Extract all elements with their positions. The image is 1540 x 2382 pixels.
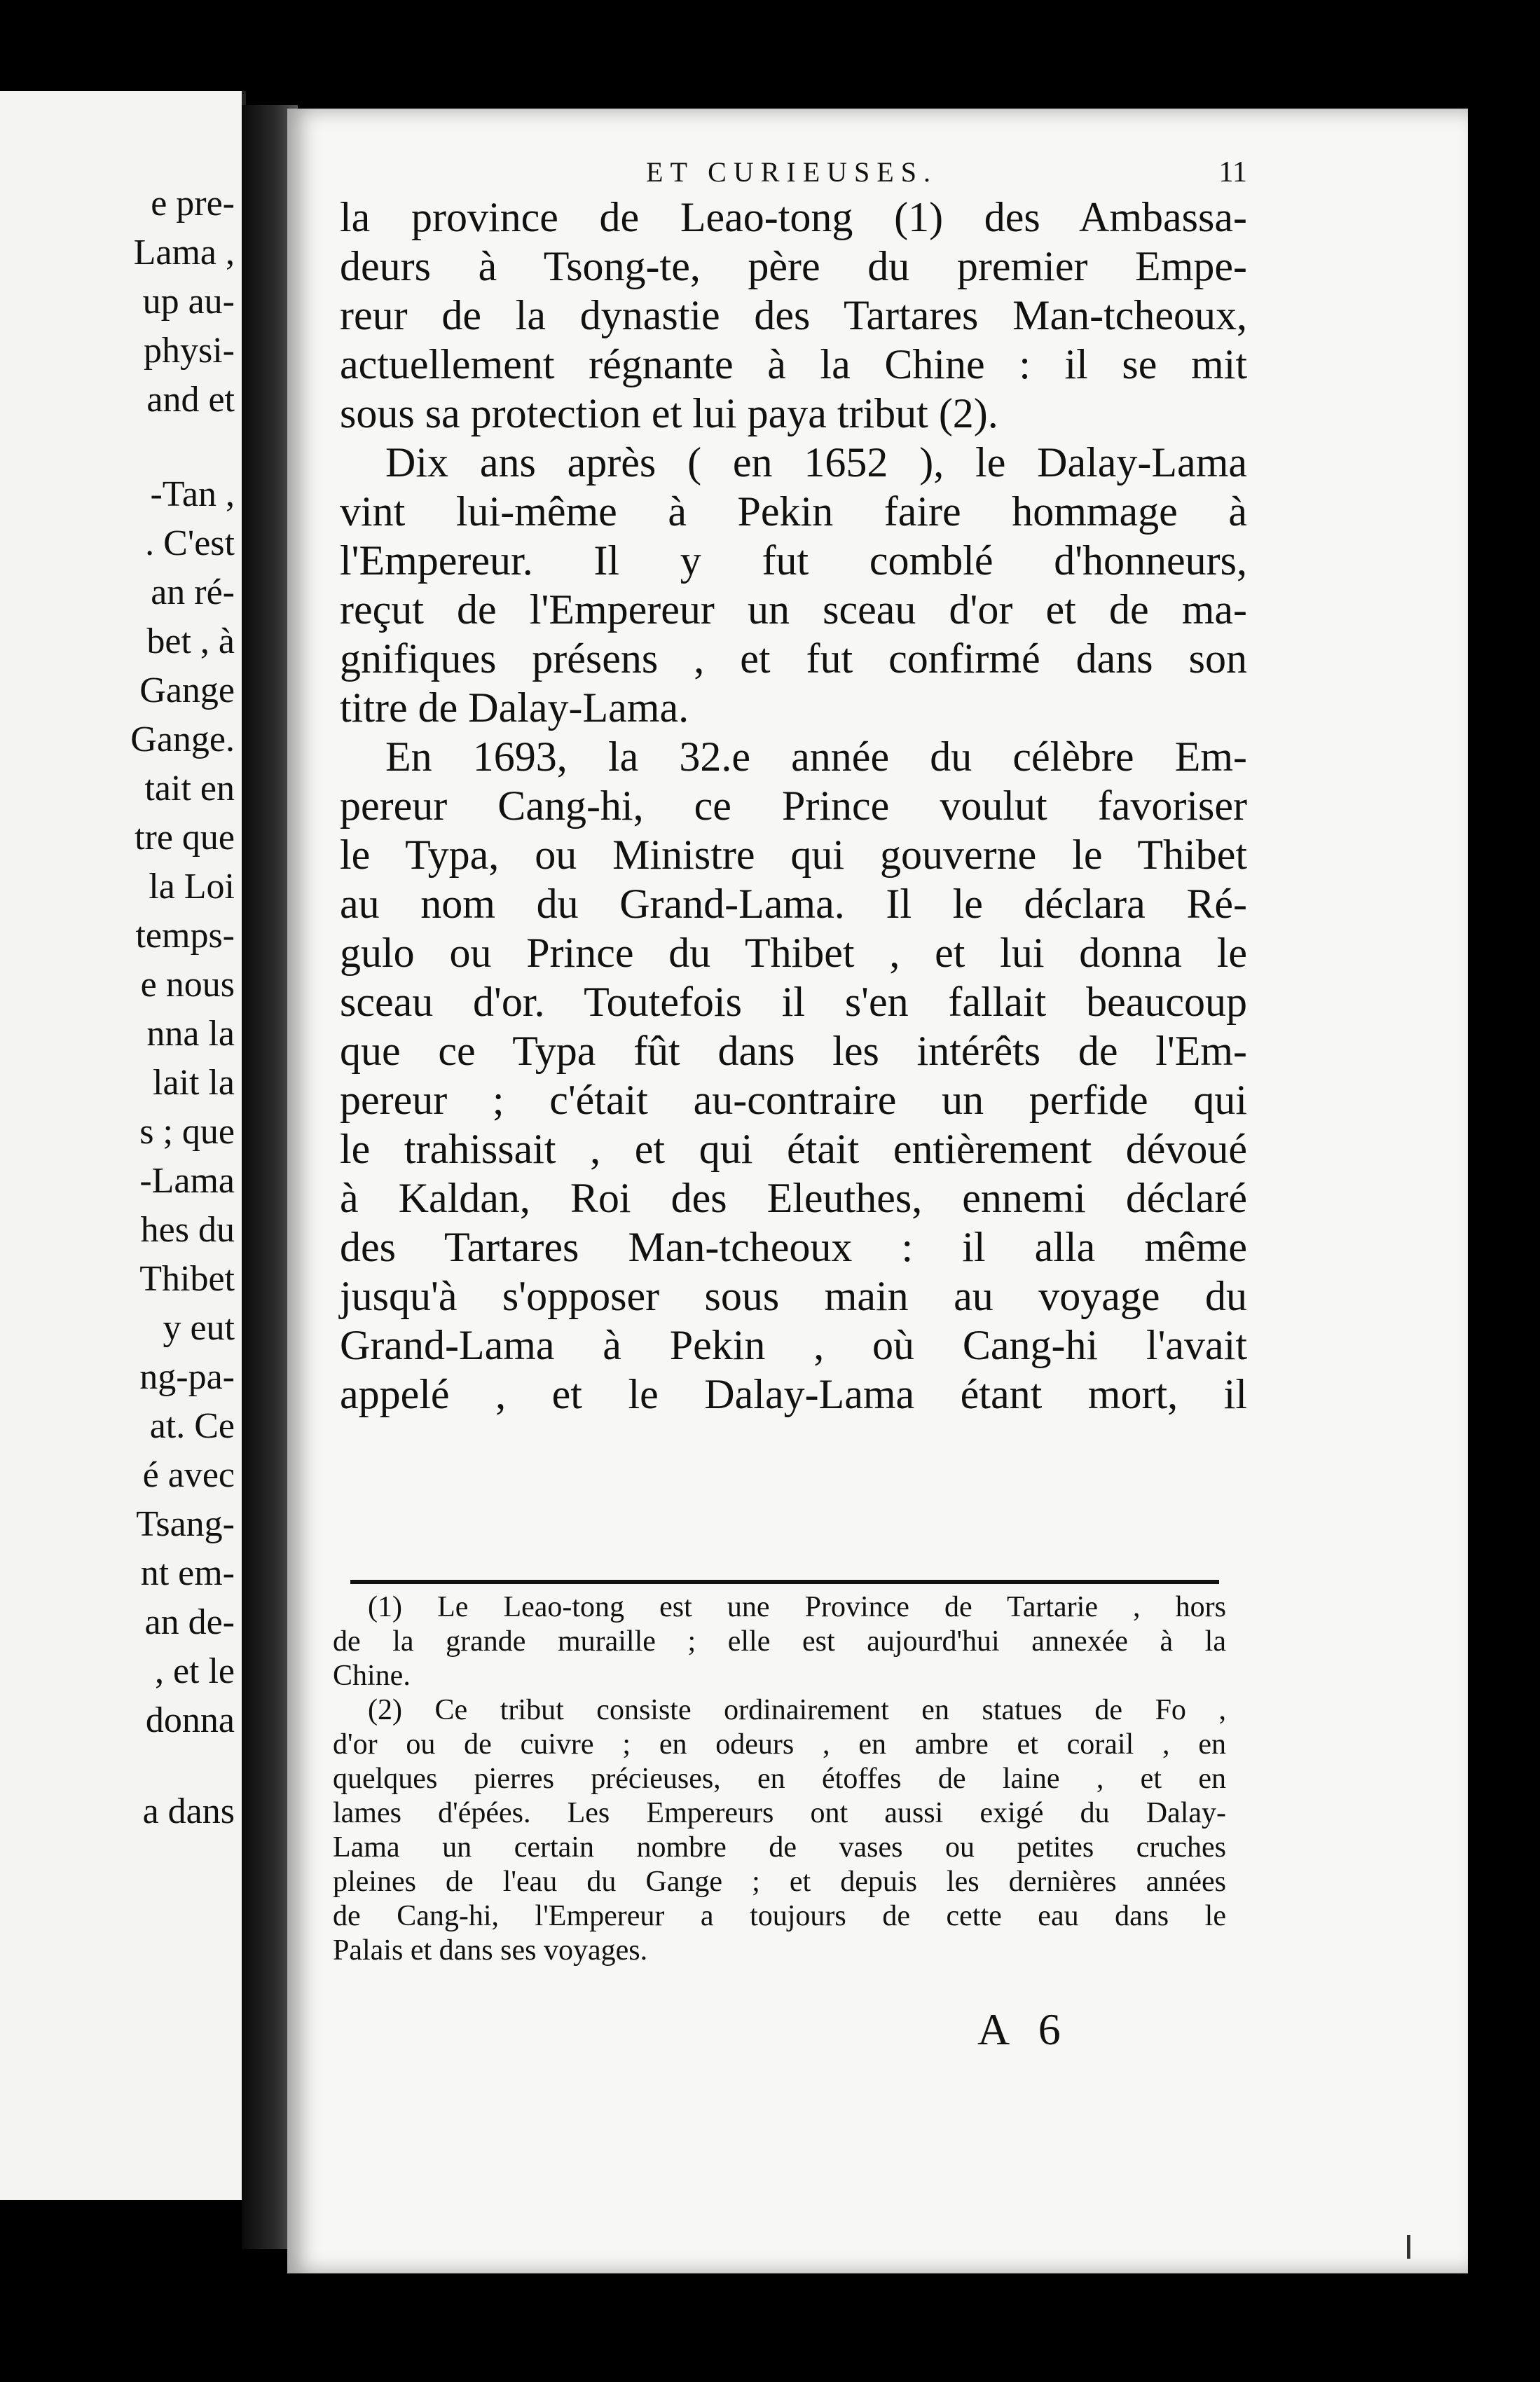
left-page-line: donna xyxy=(145,1700,235,1740)
left-page-line: , et le xyxy=(154,1651,235,1691)
body-line: à Kaldan, Roi des Eleuthes, ennemi déclaré xyxy=(340,1175,1247,1221)
body-line: vint lui-même à Pekin faire hommage à xyxy=(340,488,1247,535)
body-line: pereur ; c'était au-contraire un perfide qui xyxy=(340,1077,1247,1123)
footnotes xyxy=(333,1590,1226,1968)
left-page-line: physi- xyxy=(144,331,235,371)
body-line: gulo ou Prince du Thibet , et lui donna le xyxy=(340,930,1247,976)
left-page-line: and et xyxy=(146,380,235,420)
body-line: titre de Dalay-Lama. xyxy=(340,684,689,731)
left-page-line: -Tan , xyxy=(150,474,235,514)
body-line: le Typa, ou Ministre qui gouverne le Thibet xyxy=(340,832,1247,878)
left-page-line: tait en xyxy=(144,769,235,808)
body-line: deurs à Tsong-te, père du premier Empe- xyxy=(340,243,1247,289)
left-page-line: at. Ce xyxy=(149,1406,235,1446)
footnote-line: de Cang-hi, l'Empereur a toujours de cette eau dans le xyxy=(333,1900,1226,1932)
left-page-line: Gange xyxy=(139,670,235,710)
footnote-line: pleines de l'eau du Gange ; et depuis les dernières années xyxy=(333,1866,1226,1898)
body-line: Dix ans après ( en 1652 ), le Dalay-Lama xyxy=(385,439,1247,486)
left-page-line: an ré- xyxy=(151,572,235,612)
body-line: appelé , et le Dalay-Lama étant mort, il xyxy=(340,1371,1247,1417)
footnote-line: (2) Ce tribut consiste ordinairement en statues de Fo , xyxy=(368,1694,1226,1726)
left-page-line: lait la xyxy=(153,1063,235,1103)
body-line: au nom du Grand-Lama. Il le déclara Ré- xyxy=(340,881,1247,927)
running-head: ET CURIEUSES. xyxy=(646,156,937,188)
left-page-line: e nous xyxy=(140,965,235,1005)
body-line: Grand-Lama à Pekin , où Cang-hi l'avait xyxy=(340,1322,1247,1368)
left-page-line: an de- xyxy=(144,1602,235,1642)
left-page-line: hes du xyxy=(140,1210,235,1250)
body-line: actuellement régnante à la Chine : il se mit xyxy=(340,341,1247,387)
page-speck xyxy=(1407,2235,1410,2259)
left-page-line: up au- xyxy=(142,282,235,322)
left-page-line: nt em- xyxy=(140,1553,235,1593)
left-page-line: la Loi xyxy=(149,867,235,907)
left-page-line: tre que xyxy=(135,818,235,858)
body-line: gnifiques présens , et fut confirmé dans son xyxy=(340,635,1247,682)
body-line: pereur Cang-hi, ce Prince voulut favoriser xyxy=(340,783,1247,829)
left-page-line: Lama , xyxy=(133,233,235,273)
body-line: reçut de l'Empereur un sceau d'or et de ma- xyxy=(340,586,1247,633)
signature-mark: A 6 xyxy=(977,2004,1071,2054)
left-page-line: nna la xyxy=(146,1014,235,1054)
footnote-line: quelques pierres précieuses, en étoffes de laine , et en xyxy=(333,1763,1226,1795)
footnote-line: de la grande muraille ; elle est aujourd'hui annexée à la xyxy=(333,1625,1226,1658)
left-page-line: bet , à xyxy=(146,621,235,661)
footnote-line: d'or ou de cuivre ; en odeurs , en ambre et corail , en xyxy=(333,1728,1226,1761)
body-line: sous sa protection et lui paya tribut (2). xyxy=(340,390,998,436)
footnote-line: (1) Le Leao-tong est une Province de Tartarie , hors xyxy=(368,1591,1226,1623)
page-number: 11 xyxy=(1218,156,1247,188)
left-page-line: y eut xyxy=(163,1308,235,1348)
footnote-rule xyxy=(350,1580,1219,1584)
left-page-line: s ; que xyxy=(139,1112,235,1152)
body-line: reur de la dynastie des Tartares Man-tcheoux, xyxy=(340,292,1247,338)
body-line: la province de Leao-tong (1) des Ambassa- xyxy=(340,194,1247,240)
body-line: sceau d'or. Toutefois il s'en fallait beaucoup xyxy=(340,979,1247,1025)
footnote-line: Palais et dans ses voyages. xyxy=(333,1934,648,1967)
body-line: En 1693, la 32.e année du célèbre Em- xyxy=(385,734,1247,780)
body-line: des Tartares Man-tcheoux : il alla même xyxy=(340,1224,1247,1270)
left-page-line: temps- xyxy=(135,916,235,956)
left-page-line: e pre- xyxy=(151,184,235,223)
left-page-line: é avec xyxy=(142,1455,235,1495)
body-text xyxy=(340,193,1247,1419)
left-page-line: Gange. xyxy=(130,720,235,759)
body-line: l'Empereur. Il y fut comblé d'honneurs, xyxy=(340,537,1247,584)
body-line: jusqu'à s'opposer sous main au voyage du xyxy=(340,1273,1247,1319)
left-page-line: . C'est xyxy=(145,523,235,563)
left-page-fragment xyxy=(0,91,246,2200)
left-page-line: Tsang- xyxy=(136,1504,235,1544)
left-page-line: a dans xyxy=(142,1791,235,1831)
footnote-line: Lama un certain nombre de vases ou petites cruches xyxy=(333,1831,1226,1864)
left-page-line: Thibet xyxy=(139,1259,235,1299)
left-page-line: ng-pa- xyxy=(139,1357,235,1397)
body-line: le trahissait , et qui était entièrement dévoué xyxy=(340,1126,1247,1172)
left-page-line: -Lama xyxy=(139,1161,235,1201)
footnote-line: lames d'épées. Les Empereurs ont aussi exigé du Dalay- xyxy=(333,1797,1226,1829)
body-line: que ce Typa fût dans les intérêts de l'Em- xyxy=(340,1028,1247,1074)
footnote-line: Chine. xyxy=(333,1660,411,1692)
